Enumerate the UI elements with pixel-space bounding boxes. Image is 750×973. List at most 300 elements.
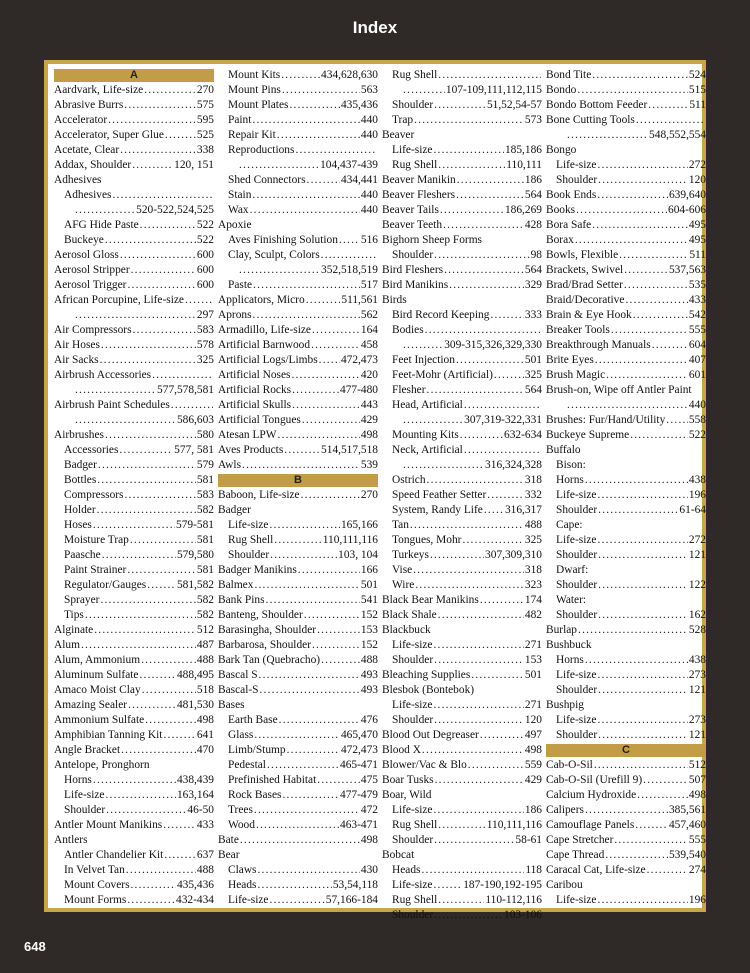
- index-entry: [382, 218, 542, 233]
- index-entry: [218, 188, 378, 203]
- dot-leader: [131, 878, 176, 893]
- dot-leader: [605, 848, 668, 863]
- dot-leader: [131, 263, 196, 278]
- dot-leader: [403, 413, 463, 428]
- dot-leader: [648, 98, 688, 113]
- dot-leader: [81, 638, 196, 653]
- entry-pages: 440: [360, 129, 378, 141]
- entry-term: Shoulder: [556, 609, 598, 621]
- index-entry: [218, 158, 378, 173]
- entry-term: Shoulder: [228, 549, 270, 561]
- entry-term: Life-size: [392, 804, 433, 816]
- dot-leader: [422, 743, 524, 758]
- entry-term: Baboon, Life-size: [218, 489, 300, 501]
- index-entry: [218, 773, 378, 788]
- entry-pages: 186: [524, 174, 542, 186]
- dot-leader: [413, 563, 524, 578]
- index-entry: [382, 353, 542, 368]
- entry-term: Airbrush Accessories: [54, 369, 152, 381]
- entry-term: Bongo: [546, 144, 577, 156]
- index-entry: [54, 638, 214, 653]
- index-entry: [382, 458, 542, 473]
- index-entry: [546, 488, 706, 503]
- entry-term: Tan: [392, 519, 409, 531]
- entry-pages: 323: [524, 579, 542, 591]
- dot-leader: [306, 293, 341, 308]
- dot-leader: [456, 353, 524, 368]
- index-entry: [218, 233, 378, 248]
- entry-term: Ammonium Sulfate: [54, 714, 145, 726]
- dot-leader: [126, 863, 196, 878]
- entry-term: Accelerator: [54, 114, 108, 126]
- index-entry: [54, 368, 214, 383]
- index-entry: [546, 593, 706, 608]
- entry-term: Pedestal: [228, 759, 266, 771]
- index-entry: [546, 608, 706, 623]
- index-entry: [54, 443, 214, 458]
- entry-pages: 564: [524, 264, 542, 276]
- dot-leader: [611, 323, 688, 338]
- dot-leader: [165, 128, 196, 143]
- index-column-2: [218, 68, 378, 908]
- dot-leader: [597, 188, 668, 203]
- entry-term: Air Compressors: [54, 324, 132, 336]
- index-entry: [218, 308, 378, 323]
- entry-term: Shoulder: [64, 804, 106, 816]
- dot-leader: [597, 488, 687, 503]
- entry-term: Beaver Teeth: [382, 219, 443, 231]
- index-entry: [382, 803, 542, 818]
- index-entry: [218, 503, 378, 518]
- dot-leader: [281, 68, 320, 83]
- entry-term: Banteng, Shoulder: [218, 609, 303, 621]
- dot-leader: [278, 428, 360, 443]
- entry-term: Bowls, Flexible: [546, 249, 619, 261]
- index-column-3: [382, 68, 542, 923]
- index-entry: [54, 473, 214, 488]
- dot-leader: [119, 443, 173, 458]
- entry-pages: 153: [360, 624, 378, 636]
- entry-pages: 516: [360, 234, 378, 246]
- index-entry: [382, 413, 542, 428]
- index-entry: [54, 413, 214, 428]
- dot-leader: [147, 578, 176, 593]
- entry-term: Shoulder: [556, 579, 598, 591]
- entry-pages: 482: [524, 609, 542, 621]
- dot-leader: [652, 338, 688, 353]
- index-entry: [218, 893, 378, 908]
- index-entry: [546, 623, 706, 638]
- index-entry: [218, 623, 378, 638]
- entry-pages: 488: [196, 864, 214, 876]
- entry-term: Abrasive Burrs: [54, 99, 124, 111]
- entry-term: Buckeye Supreme: [546, 429, 630, 441]
- index-entry: [218, 443, 378, 458]
- entry-pages: 120: [688, 174, 706, 186]
- entry-term: Trees: [228, 804, 253, 816]
- entry-pages: 581: [196, 534, 214, 546]
- dot-leader: [592, 218, 688, 233]
- index-entry: [218, 263, 378, 278]
- index-entry: [218, 428, 378, 443]
- entry-pages: 600: [196, 279, 214, 291]
- entry-pages: 307,319-322,331: [464, 414, 542, 426]
- entry-pages: 542: [688, 309, 706, 321]
- entry-term: Brush-on, Wipe off Antler Paint: [546, 384, 692, 396]
- entry-pages: 600: [196, 264, 214, 276]
- dot-leader: [456, 188, 524, 203]
- index-entry: [546, 503, 706, 518]
- entry-pages: 514,517,518: [321, 444, 378, 456]
- dot-leader: [144, 83, 196, 98]
- entry-term: Rock Bases: [228, 789, 282, 801]
- entry-term: Ostrich: [392, 474, 426, 486]
- dot-leader: [105, 788, 175, 803]
- entry-pages: 582: [196, 594, 214, 606]
- dot-leader: [98, 458, 196, 473]
- entry-pages: 579,580: [176, 549, 214, 561]
- index-entry: [54, 338, 214, 353]
- entry-term: Adhesives: [54, 174, 102, 186]
- dot-leader: [614, 833, 688, 848]
- dot-leader: [133, 323, 196, 338]
- entry-term: Beaver Fleshers: [382, 189, 456, 201]
- index-entry: [382, 908, 542, 923]
- entry-pages: 579-581: [176, 519, 214, 531]
- index-entry: [54, 458, 214, 473]
- index-entry: [218, 683, 378, 698]
- entry-pages: 434,628,630: [321, 69, 378, 81]
- dot-leader: [312, 323, 360, 338]
- index-entry: [54, 518, 214, 533]
- entry-pages: 272: [688, 534, 706, 546]
- dot-leader: [259, 668, 360, 683]
- entry-pages: 443: [360, 399, 378, 411]
- index-entry: [546, 248, 706, 263]
- entry-term: Rug Shell: [392, 69, 438, 81]
- index-entry: [546, 863, 706, 878]
- entry-pages: 274: [688, 864, 706, 876]
- index-entry: [218, 323, 378, 338]
- index-entry: [54, 728, 214, 743]
- dot-leader: [598, 578, 688, 593]
- index-entry: [382, 308, 542, 323]
- entry-pages: 539: [360, 459, 378, 471]
- dot-leader: [480, 728, 524, 743]
- entry-term: Brain & Eye Hook: [546, 309, 632, 321]
- dot-leader: [289, 98, 340, 113]
- dot-leader: [254, 578, 359, 593]
- dot-leader: [438, 68, 541, 83]
- entry-term: Alginate: [54, 624, 94, 636]
- entry-pages: 472,473: [340, 744, 378, 756]
- entry-pages: 104,437-439: [320, 159, 378, 171]
- entry-pages: 580: [196, 429, 214, 441]
- entry-term: Cape Stretcher: [546, 834, 614, 846]
- entry-term: Aprons: [218, 309, 252, 321]
- entry-term: Amphibian Tanning Kit: [54, 729, 163, 741]
- entry-pages: 120, 151: [174, 159, 214, 171]
- dot-leader: [295, 143, 377, 158]
- entry-pages: 586,603: [176, 414, 214, 426]
- index-entry: [546, 68, 706, 83]
- dot-leader: [292, 383, 339, 398]
- index-entry: [546, 338, 706, 353]
- index-entry: [546, 758, 706, 773]
- index-entry: [546, 833, 706, 848]
- entry-pages: 604: [688, 339, 706, 351]
- dot-leader: [101, 338, 196, 353]
- entry-pages: 166: [360, 564, 378, 576]
- index-entry: [546, 578, 706, 593]
- dot-leader: [127, 893, 175, 908]
- index-entry: [546, 293, 706, 308]
- index-entry: [218, 758, 378, 773]
- entry-term: Shoulder: [556, 174, 598, 186]
- index-entry: [546, 218, 706, 233]
- entry-pages: 270: [360, 489, 378, 501]
- index-entry: [218, 578, 378, 593]
- entry-term: Tongues, Mohr: [392, 534, 462, 546]
- index-entry: [382, 128, 542, 143]
- entry-pages: 46-50: [187, 804, 214, 816]
- index-entry: [546, 668, 706, 683]
- dot-leader: [301, 488, 360, 503]
- dot-leader: [433, 638, 523, 653]
- entry-term: System, Randy Life: [392, 504, 483, 516]
- index-entry: [382, 818, 542, 833]
- entry-pages: 501: [360, 579, 378, 591]
- entry-pages: 433: [196, 819, 214, 831]
- dot-leader: [433, 803, 523, 818]
- dot-leader: [319, 353, 340, 368]
- index-entry: [54, 428, 214, 443]
- entry-pages: 428: [524, 219, 542, 231]
- entry-term: Cape:: [556, 519, 583, 531]
- index-entry: [54, 503, 214, 518]
- entry-pages: 110-112,116: [485, 894, 542, 906]
- dot-leader: [269, 518, 339, 533]
- entry-pages: 318: [524, 474, 542, 486]
- dot-leader: [164, 848, 196, 863]
- dot-leader: [252, 188, 359, 203]
- dot-leader: [302, 413, 360, 428]
- entry-term: Bison:: [556, 459, 586, 471]
- entry-term: Antlers: [54, 834, 88, 846]
- dot-leader: [438, 158, 505, 173]
- index-entry: [382, 143, 542, 158]
- dot-leader: [449, 278, 524, 293]
- entry-pages: 187-190,192-195: [463, 879, 542, 891]
- index-entry: [218, 338, 378, 353]
- entry-term: Adhesives: [64, 189, 112, 201]
- dot-leader: [438, 818, 485, 833]
- index-entry: [218, 128, 378, 143]
- index-entry: [218, 803, 378, 818]
- dot-leader: [97, 473, 196, 488]
- dot-leader: [440, 203, 504, 218]
- dot-leader: [597, 533, 687, 548]
- dot-leader: [100, 593, 195, 608]
- entry-term: Dwarf:: [556, 564, 589, 576]
- entry-term: Regulator/Gauges: [64, 579, 147, 591]
- dot-leader: [242, 458, 360, 473]
- dot-leader: [597, 713, 687, 728]
- entry-pages: 103-106: [504, 909, 542, 921]
- dot-leader: [484, 503, 504, 518]
- entry-pages: 121: [688, 729, 706, 741]
- entry-term: Wood: [228, 819, 255, 831]
- dot-leader: [633, 308, 688, 323]
- dot-leader: [606, 368, 688, 383]
- dot-leader: [434, 98, 486, 113]
- dot-leader: [253, 278, 360, 293]
- index-entry: [546, 698, 706, 713]
- index-entry: [382, 488, 542, 503]
- dot-leader: [75, 203, 135, 218]
- index-entry: [54, 743, 214, 758]
- index-entry: [218, 833, 378, 848]
- dot-leader: [267, 758, 339, 773]
- index-entry: [382, 668, 542, 683]
- entry-term: Wax: [228, 204, 249, 216]
- index-entry: [218, 878, 378, 893]
- entry-pages: 488: [524, 519, 542, 531]
- entry-term: Bobcat: [382, 849, 415, 861]
- dot-leader: [647, 863, 688, 878]
- section-header: B: [218, 474, 378, 487]
- dot-leader: [434, 908, 503, 923]
- entry-term: Brad/Brad Setter: [546, 279, 623, 291]
- entry-term: Bora Safe: [546, 219, 592, 231]
- dot-leader: [494, 368, 524, 383]
- dot-leader: [120, 248, 196, 263]
- index-entry: [382, 638, 542, 653]
- entry-pages: 433: [688, 294, 706, 306]
- entry-term: Mount Covers: [64, 879, 130, 891]
- entry-term: Angle Bracket: [54, 744, 121, 756]
- entry-term: Earth Base: [228, 714, 278, 726]
- entry-term: Blood X: [382, 744, 421, 756]
- entry-term: Calipers: [546, 804, 584, 816]
- entry-pages: 152: [360, 609, 378, 621]
- section-header: C: [546, 744, 706, 757]
- entry-pages: 196: [688, 894, 706, 906]
- dot-leader: [567, 398, 688, 413]
- index-entry: [218, 593, 378, 608]
- dot-leader: [471, 668, 524, 683]
- entry-term: Shoulder: [556, 729, 598, 741]
- entry-pages: 477-479: [340, 789, 378, 801]
- dot-leader: [598, 728, 688, 743]
- dot-leader: [434, 248, 529, 263]
- entry-term: Brackets, Swivel: [546, 264, 624, 276]
- index-entry: [54, 653, 214, 668]
- entry-term: Antler Chandelier Kit: [64, 849, 164, 861]
- index-entry: [54, 353, 214, 368]
- dot-leader: [410, 518, 524, 533]
- entry-pages: 165,166: [340, 519, 378, 531]
- entry-pages: 600: [196, 249, 214, 261]
- entry-pages: 121: [688, 549, 706, 561]
- dot-leader: [287, 743, 340, 758]
- dot-leader: [597, 668, 687, 683]
- entry-pages: 528: [688, 624, 706, 636]
- dot-leader: [619, 248, 688, 263]
- entry-term: Acetate, Clear: [54, 144, 120, 156]
- page-title: Index: [352, 18, 398, 37]
- dot-leader: [594, 758, 688, 773]
- index-entry: [546, 548, 706, 563]
- index-entry: [382, 563, 542, 578]
- dot-leader: [141, 653, 196, 668]
- dot-leader: [163, 728, 195, 743]
- index-entry: [382, 758, 542, 773]
- dot-leader: [253, 308, 360, 323]
- index-entry: [218, 863, 378, 878]
- dot-leader: [127, 563, 196, 578]
- entry-pages: 548,552,554: [649, 129, 706, 141]
- dot-leader: [317, 773, 360, 788]
- entry-pages: 563: [360, 84, 378, 96]
- dot-leader: [171, 398, 213, 413]
- entry-pages: 98: [530, 249, 542, 261]
- entry-term: Turkeys: [392, 549, 429, 561]
- dot-leader: [585, 473, 688, 488]
- dot-leader: [468, 758, 524, 773]
- dot-leader: [75, 383, 156, 398]
- dot-leader: [140, 218, 196, 233]
- index-entry: [54, 98, 214, 113]
- entry-term: Life-size: [556, 159, 597, 171]
- entry-pages: 352,518,519: [321, 264, 378, 276]
- entry-term: Aves Products: [218, 444, 284, 456]
- entry-pages: 465-471: [340, 759, 378, 771]
- dot-leader: [637, 788, 688, 803]
- entry-pages: 555: [688, 834, 706, 846]
- dot-leader: [438, 893, 484, 908]
- dot-leader: [595, 353, 688, 368]
- index-page: [48, 64, 706, 921]
- dot-leader: [624, 278, 688, 293]
- entry-term: Artificial Barnwood: [218, 339, 311, 351]
- index-entry: [382, 713, 542, 728]
- dot-leader: [185, 293, 213, 308]
- entry-term: Alum: [54, 639, 80, 651]
- entry-pages: 476: [360, 714, 378, 726]
- index-entry: [382, 323, 542, 338]
- dot-leader: [434, 833, 514, 848]
- dot-leader: [598, 503, 678, 518]
- entry-pages: 562: [360, 309, 378, 321]
- dot-leader: [438, 608, 524, 623]
- index-entry: [218, 548, 378, 563]
- entry-pages: 110,111,116: [486, 819, 542, 831]
- entry-term: Neck, Artificial: [392, 444, 463, 456]
- entry-pages: 271: [524, 639, 542, 651]
- dot-leader: [100, 353, 196, 368]
- entry-pages: 58-61: [515, 834, 542, 846]
- index-entry: [382, 863, 542, 878]
- entry-pages: 186,269: [504, 204, 542, 216]
- entry-pages: 432-434: [176, 894, 214, 906]
- index-entry: [546, 878, 706, 893]
- entry-pages: 579: [196, 459, 214, 471]
- dot-leader: [597, 893, 687, 908]
- index-entry: [54, 308, 214, 323]
- entry-pages: 541: [360, 594, 378, 606]
- entry-term: African Porcupine, Life-size: [54, 294, 184, 306]
